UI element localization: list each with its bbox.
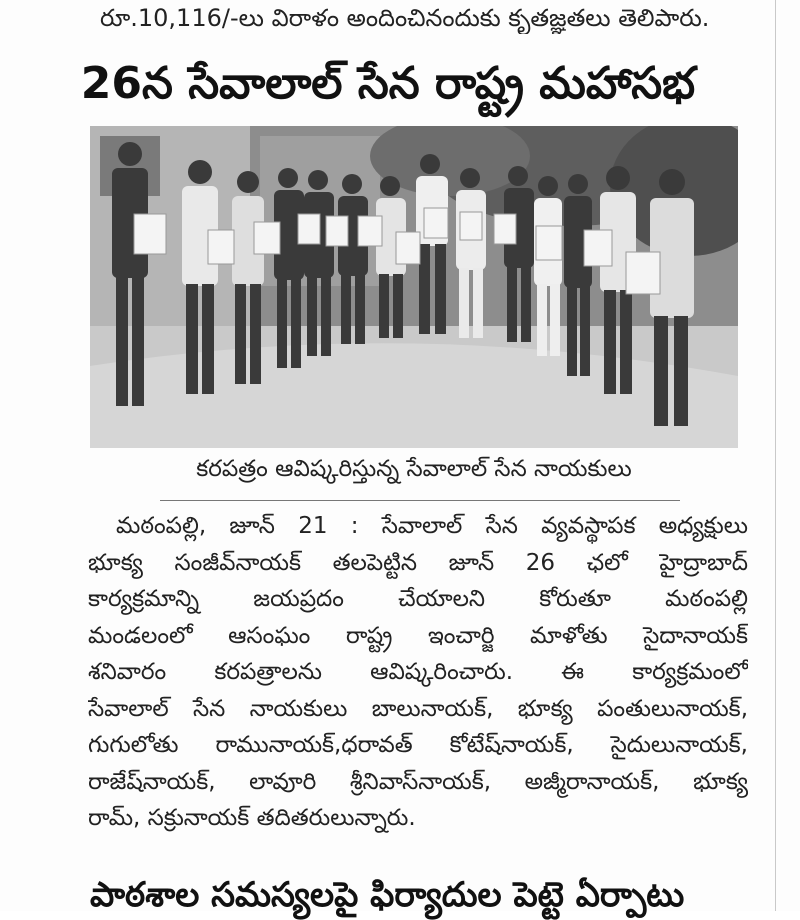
news-photo (90, 126, 738, 448)
photo-caption: కరపత్రం ఆవిష్కరిస్తున్న సేవాలాల్ సేన నాయకులు (196, 456, 632, 482)
body-line: శనివారం కరపత్రాలను ఆవిష్కరించారు. ఈ కార్యక్రమంలో (88, 659, 748, 685)
body-line: భూక్య సంజీవ్‌నాయక్ తలపెట్టిన జూన్ 26 ఛలో హైద్రాబాద్ (88, 549, 748, 576)
body-line: మండలంలో ఆసంఘం రాష్ట్ర ఇంచార్జి మాళోతు సైదానాయక్ (88, 622, 748, 649)
caption-divider (160, 500, 680, 501)
article-headline: 26న సేవాలాల్ సేన రాష్ట్ర మహాసభ (80, 58, 696, 109)
body-line: కార్యక్రమాన్ని జయప్రదం చేయాలని కోరుతూ మఠంపల్లి (88, 586, 748, 612)
next-article-headline: పాఠశాల సమస్యలపై ఫిర్యాదుల పెట్టె ఏర్పాటు (90, 875, 685, 915)
body-line: గుగులోతు రామునాయక్,ధరావత్ కోటేష్‌నాయక్, సైదులునాయక్, (88, 732, 748, 758)
body-line: రామ్, సక్రునాయక్ తదితరులున్నారు. (88, 805, 416, 831)
news-photo-illustration (90, 126, 738, 448)
body-line: రాజేష్‌నాయక్, లావూరి శ్రీనివాస్‌నాయక్, అజ్మీరానాయక్, భూక్య (88, 768, 748, 795)
body-line: సేవాలాల్ సేన నాయకులు బాలునాయక్, భూక్య పంతులునాయక్, (88, 695, 748, 722)
body-line: మఠంపల్లి, జూన్ 21 : సేవాలాల్ సేన వ్యవస్థాపక అధ్యక్షులు (116, 513, 748, 539)
previous-article-tail: రూ.10,116/-లు విరాళం అందించినందుకు కృతజ్ఞతలు తెలిపారు. (100, 4, 710, 32)
article-body (88, 508, 748, 837)
column-divider (775, 0, 776, 911)
